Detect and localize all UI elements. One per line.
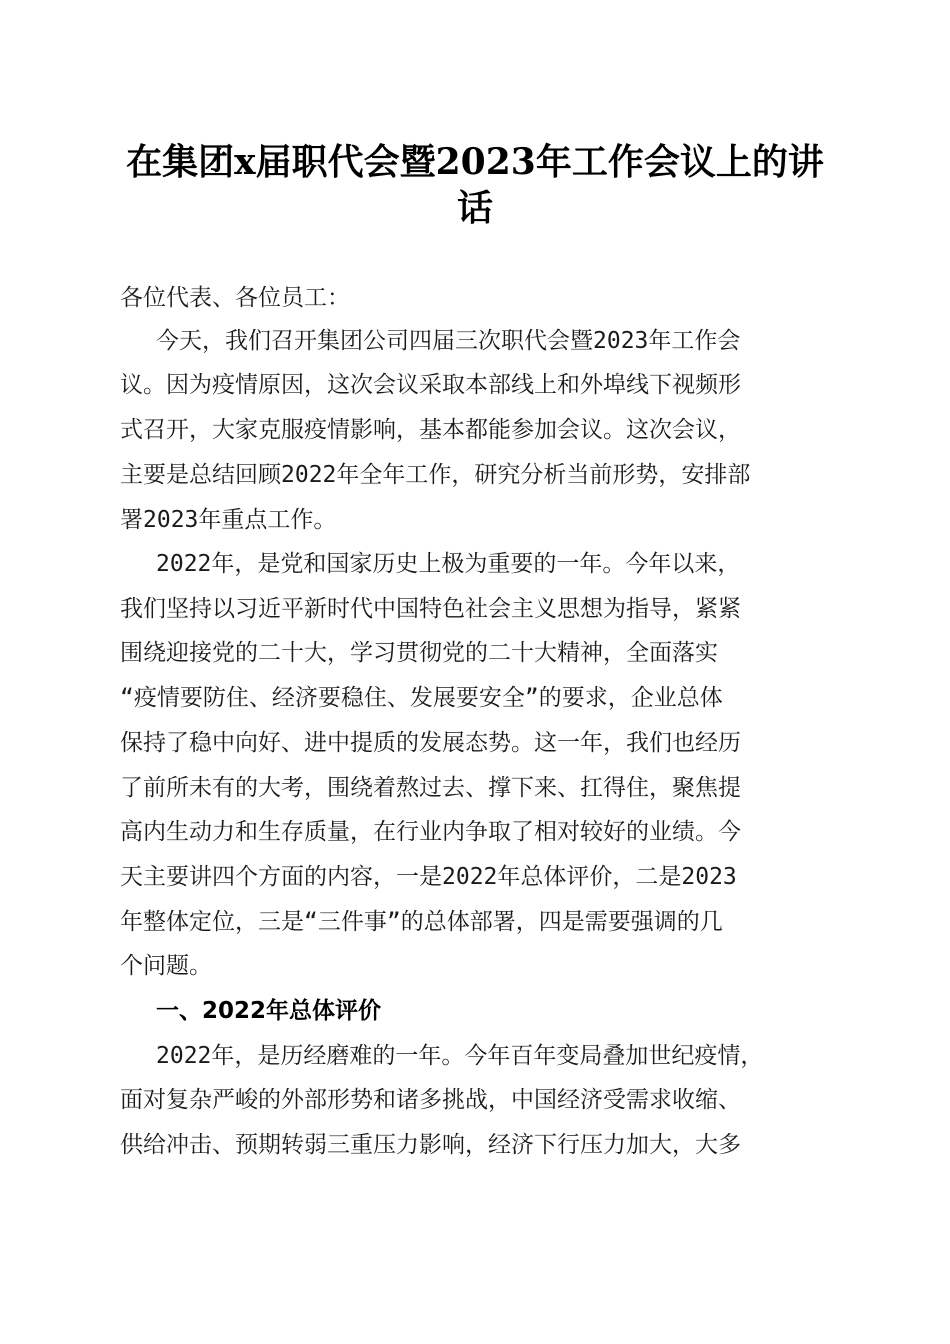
salutation: 各位代表、各位员工：	[120, 285, 350, 311]
paragraph-3-line: 2022年，是历经磨难的一年。今年百年变局叠加世纪疫情，	[156, 1043, 764, 1069]
paragraph-2-line: 天主要讲四个方面的内容，一是2022年总体评价，二是2023	[120, 864, 737, 890]
paragraph-2-line: 了前所未有的大考，围绕着熬过去、撑下来、扛得住，聚焦提	[120, 775, 741, 801]
paragraph-3-line: 供给冲击、预期转弱三重压力影响，经济下行压力加大，大多	[120, 1132, 741, 1158]
paragraph-2-line: 2022年，是党和国家历史上极为重要的一年。今年以来，	[156, 551, 741, 577]
paragraph-2-line: 保持了稳中向好、进中提质的发展态势。这一年，我们也经历	[120, 730, 741, 756]
paragraph-1-line: 今天，我们召开集团公司四届三次职代会暨2023年工作会	[156, 328, 741, 354]
paragraph-2-line: 我们坚持以习近平新时代中国特色社会主义思想为指导，紧紧	[120, 596, 741, 622]
paragraph-3-line: 面对复杂严峻的外部形势和诸多挑战，中国经济受需求收缩、	[120, 1087, 741, 1113]
paragraph-2-line: 围绕迎接党的二十大，学习贯彻党的二十大精神，全面落实	[120, 640, 718, 666]
paragraph-2-line: 个问题。	[120, 953, 212, 979]
document-title-line-2: 话	[456, 187, 493, 229]
paragraph-1-line: 署2023年重点工作。	[120, 507, 337, 533]
section-1-heading: 一、2022年总体评价	[156, 998, 382, 1024]
paragraph-2-line: 高内生动力和生存质量，在行业内争取了相对较好的业绩。今	[120, 819, 741, 845]
paragraph-2-line: “疫情要防住、经济要稳住、发展要安全”的要求，企业总体	[120, 685, 723, 711]
paragraph-1-line: 议。因为疫情原因，这次会议采取本部线上和外埠线下视频形	[120, 372, 741, 398]
paragraph-1-line: 式召开，大家克服疫情影响，基本都能参加会议。这次会议，	[120, 417, 741, 443]
paragraph-2-line: 年整体定位，三是“三件事”的总体部署，四是需要强调的几	[120, 909, 723, 935]
paragraph-1-line: 主要是总结回顾2022年全年工作，研究分析当前形势，安排部	[120, 462, 751, 488]
document-title-line-1: 在集团x届职代会暨2023年工作会议上的讲	[126, 141, 824, 183]
